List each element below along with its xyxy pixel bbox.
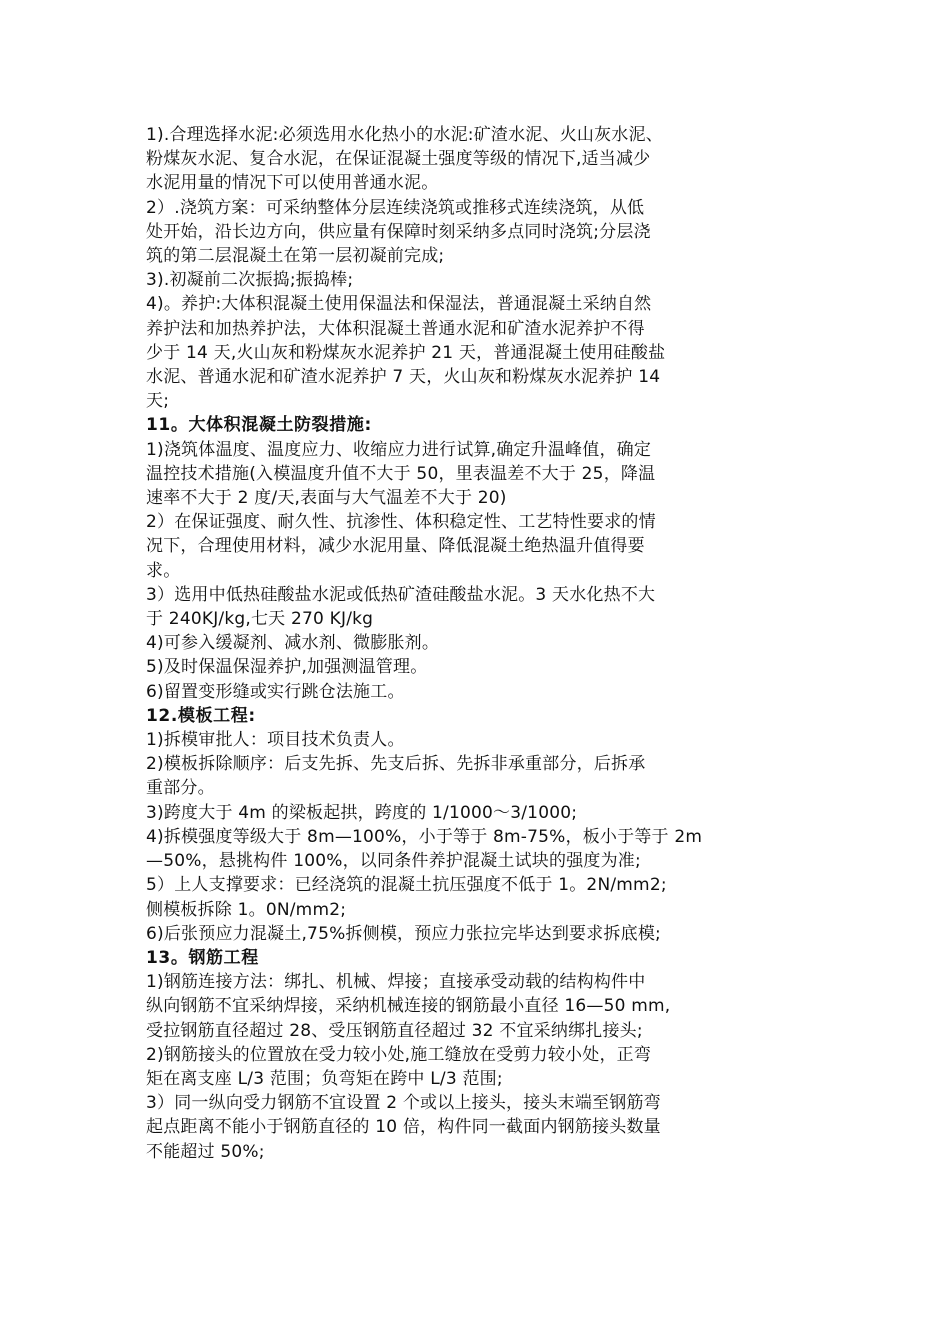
text-line: 水泥、普通水泥和矿渣水泥养护 7 天，火山灰和粉煤灰水泥养护 14 <box>146 367 661 388</box>
text-line: 筑的第二层混凝土在第一层初凝前完成; <box>146 246 445 267</box>
section-heading: 12.模板工程: <box>146 705 256 726</box>
text-line: 不能超过 50%; <box>146 1141 265 1162</box>
text-line: 5）上人支撑要求：已经浇筑的混凝土抗压强度不低于 1。2N/mm2; <box>146 875 667 896</box>
text-line: 1)浇筑体温度、温度应力、收缩应力进行试算,确定升温峰值，确定 <box>146 439 652 460</box>
text-line: 1)钢筋连接方法：绑扎、机械、焊接；直接承受动载的结构构件中 <box>146 972 646 993</box>
text-line: 4)可参入缓凝剂、减水剂、微膨胀剂。 <box>146 633 440 654</box>
text-line: 况下，合理使用材料，减少水泥用量、降低混凝土绝热温升值得要 <box>146 536 645 557</box>
section-heading: 11。大体积混凝土防裂措施: <box>146 415 372 436</box>
text-line: 3）同一纵向受力钢筋不宜设置 2 个或以上接头，接头末端至钢筋弯 <box>146 1093 661 1114</box>
text-line: 1)拆模审批人：项目技术负责人。 <box>146 730 405 751</box>
text-line: 受拉钢筋直径超过 28、受压钢筋直径超过 32 不宜采纳绑扎接头; <box>146 1020 643 1041</box>
text-line: 侧模板拆除 1。0N/mm2; <box>146 899 347 920</box>
text-line: 3）选用中低热硅酸盐水泥或低热矿渣硅酸盐水泥。3 天水化热不大 <box>146 584 656 605</box>
text-line: 6)留置变形缝或实行跳仓法施工。 <box>146 681 405 702</box>
text-line: 3).初凝前二次振捣;振捣棒; <box>146 270 354 291</box>
text-line: 起点距离不能小于钢筋直径的 10 倍，构件同一截面内钢筋接头数量 <box>146 1117 661 1138</box>
text-line: —50%，悬挑构件 100%，以同条件养护混凝土试块的强度为准; <box>146 851 641 872</box>
text-line: 4)拆模强度等级大于 8m—100%，小于等于 8m-75%，板小于等于 2m <box>146 826 703 847</box>
text-line: 求。 <box>146 560 181 581</box>
text-line: 5)及时保温保湿养护,加强测温管理。 <box>146 657 428 678</box>
text-line: 矩在离支座 L/3 范围；负弯矩在跨中 L/3 范围; <box>146 1068 503 1089</box>
text-line: 2)钢筋接头的位置放在受力较小处,施工缝放在受剪力较小处，正弯 <box>146 1044 652 1065</box>
text-line: 6)后张预应力混凝土,75%拆侧模，预应力张拉完毕达到要求拆底模; <box>146 923 661 944</box>
text-line: 1).合理选择水泥:必须选用水化热小的水泥:矿渣水泥、火山灰水泥、 <box>146 125 663 145</box>
text-line: 纵向钢筋不宜采纳焊接，采纳机械连接的钢筋最小直径 16—50 mm, <box>146 996 671 1017</box>
text-line: 于 240KJ/kg,七天 270 KJ/kg <box>146 609 374 630</box>
text-line: 4)。养护:大体积混凝土使用保温法和保湿法，普通混凝土采纳自然 <box>146 294 652 315</box>
text-line: 天; <box>146 391 170 412</box>
text-line: 3)跨度大于 4m 的梁板起拱，跨度的 1/1000～3/1000; <box>146 802 578 823</box>
text-line: 处开始，沿长边方向，供应量有保障时刻采纳多点同时浇筑;分层浇 <box>146 221 651 242</box>
document-body <box>146 123 818 1164</box>
section-heading: 13。钢筋工程 <box>146 947 259 968</box>
text-line: 2)模板拆除顺序：后支先拆、先支后拆、先拆非承重部分，后拆承 <box>146 754 646 775</box>
text-line: 温控技术措施(入模温度升值不大于 50，里表温差不大于 25，降温 <box>146 463 656 484</box>
text-line: 养护法和加热养护法，大体积混凝土普通水泥和矿渣水泥养护不得 <box>146 318 645 339</box>
text-line: 重部分。 <box>146 778 215 799</box>
text-line: 2）.浇筑方案：可采纳整体分层连续浇筑或推移式连续浇筑，从低 <box>146 197 645 218</box>
text-line: 少于 14 天,火山灰和粉煤灰水泥养护 21 天，普通混凝土使用硅酸盐 <box>146 342 666 363</box>
text-line: 粉煤灰水泥、复合水泥，在保证混凝土强度等级的情况下,适当减少 <box>146 149 651 170</box>
text-line: 速率不大于 2 度/天,表面与大气温差不大于 20) <box>146 488 507 509</box>
text-line: 水泥用量的情况下可以使用普通水泥。 <box>146 173 439 194</box>
text-line: 2）在保证强度、耐久性、抗渗性、体积稳定性、工艺特性要求的情 <box>146 512 656 533</box>
